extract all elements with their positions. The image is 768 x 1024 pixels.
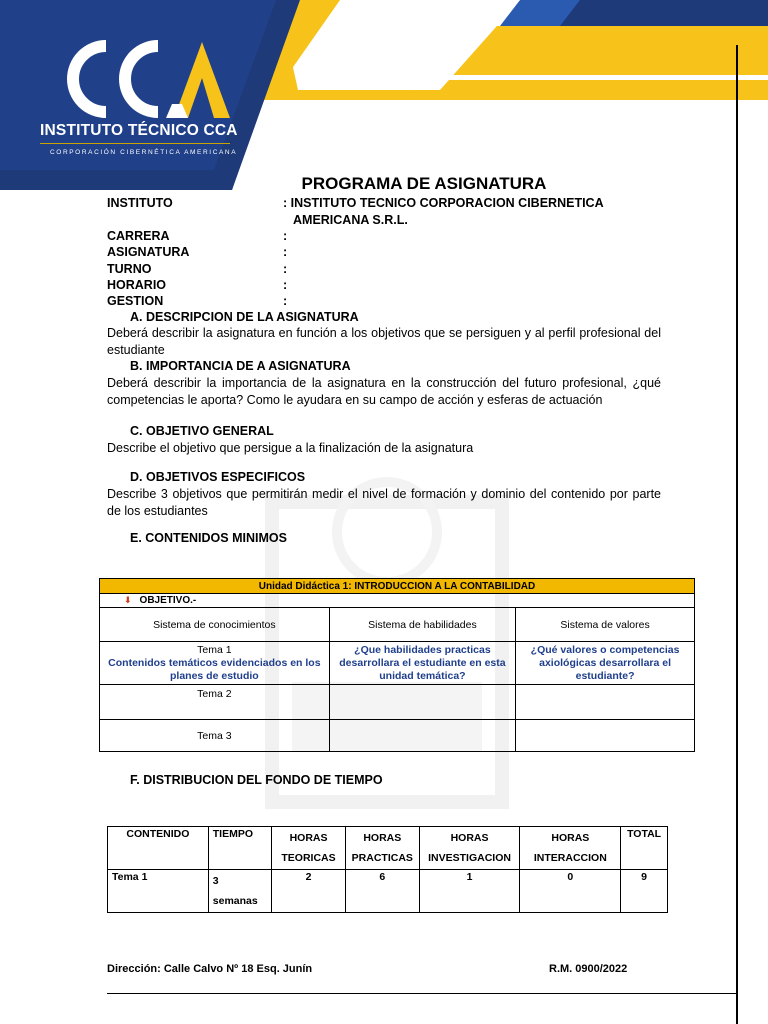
field-label-asignatura: ASIGNATURA	[107, 245, 190, 259]
bullet-arrow-icon: ⬇	[124, 595, 132, 605]
unit-objective-row	[100, 594, 695, 608]
field-value-gestion: :	[283, 294, 288, 308]
th-teoricas: HORAS TEORICAS	[272, 827, 346, 870]
unit-table-header: Unidad Didáctica 1: INTRODUCCION A LA CONTABILIDAD	[100, 579, 695, 594]
institute-name: INSTITUTO TÉCNICO CCA	[40, 122, 238, 139]
tema-3-skills	[329, 720, 515, 752]
section-heading-a: A. DESCRIPCION DE LA ASIGNATURA	[130, 310, 359, 324]
col-head-valores: Sistema de valores	[516, 608, 695, 642]
section-heading-e: E. CONTENIDOS MINIMOS	[130, 531, 287, 545]
th-investigacion: HORAS INVESTIGACION	[419, 827, 520, 870]
field-value-horario: :	[283, 278, 288, 292]
table-row	[100, 642, 695, 685]
td-practicas: 6	[345, 870, 419, 913]
td-total: 9	[621, 870, 668, 913]
institute-divider	[40, 143, 230, 144]
unit-table	[99, 578, 695, 752]
field-value-carrera: :	[283, 229, 288, 243]
field-label-carrera: CARRERA	[107, 229, 170, 243]
field-label-horario: HORARIO	[107, 278, 167, 292]
tema-1-label: Tema 1	[197, 644, 232, 656]
tema-1-detail: Contenidos temáticos evidenciados en los planes de estudio	[108, 657, 321, 682]
cca-logo-icon	[62, 34, 242, 124]
table-row	[108, 870, 668, 913]
footer-rule	[107, 993, 738, 994]
td-interaccion: 0	[520, 870, 621, 913]
page-title: PROGRAMA DE ASIGNATURA	[301, 174, 547, 193]
table-row	[100, 720, 695, 752]
col-head-conocimientos: Sistema de conocimientos	[100, 608, 330, 642]
footer-address: Dirección: Calle Calvo Nº 18 Esq. Junín	[107, 963, 313, 975]
th-practicas: HORAS PRACTICAS	[345, 827, 419, 870]
th-contenido: CONTENIDO	[108, 827, 209, 870]
field-label-instituto: INSTITUTO	[107, 196, 173, 210]
tema-1-skills: ¿Que habilidades practicas desarrollara el estudiante en esta unidad temática?	[329, 642, 515, 685]
section-heading-b: B. IMPORTANCIA DE A ASIGNATURA	[130, 359, 351, 373]
section-text-a: Deberá describir la asignatura en función a los objetivos que se persiguen y al perfil profesional del estudiante	[107, 326, 661, 357]
section-heading-c: C. OBJETIVO GENERAL	[130, 424, 274, 438]
td-contenido: Tema 1	[108, 870, 209, 913]
tema-2-skills	[329, 685, 515, 720]
th-total: TOTAL	[621, 827, 668, 870]
td-investigacion: 1	[419, 870, 520, 913]
institute-subtitle: CORPORACIÓN CIBERNÉTICA AMERICANA	[50, 149, 238, 156]
table-row	[100, 685, 695, 720]
section-text-b: Deberá describir la importancia de la asignatura en la construcción del futuro profesional, ¿qué competencias le aporta? Como le ayudara en su campo de acción y esferas de actuación	[107, 376, 661, 407]
section-heading-d: D. OBJETIVOS ESPECIFICOS	[130, 470, 306, 484]
field-value-instituto-cont: AMERICANA S.R.L.	[293, 213, 408, 227]
footer-rm: R.M. 0900/2022	[549, 963, 628, 975]
th-tiempo: TIEMPO	[208, 827, 271, 870]
tema-2-label: Tema 2	[100, 685, 330, 720]
tema-1-cell	[100, 642, 330, 685]
time-table	[107, 826, 668, 913]
section-heading-f: F. DISTRIBUCION DEL FONDO DE TIEMPO	[130, 773, 383, 787]
field-value-asignatura: :	[283, 245, 288, 259]
col-head-habilidades: Sistema de habilidades	[329, 608, 515, 642]
field-value-instituto: : INSTITUTO TECNICO CORPORACION CIBERNETICA	[283, 196, 604, 210]
td-tiempo: 3 semanas	[208, 870, 271, 913]
td-teoricas: 2	[272, 870, 346, 913]
tema-2-values	[516, 685, 695, 720]
unit-objective-label: OBJETIVO.-	[139, 595, 197, 606]
time-table-header-row	[108, 827, 668, 870]
tema-3-values	[516, 720, 695, 752]
section-text-d: Describe 3 objetivos que permitirán medir el nivel de formación y dominio del contenido por parte de los estudiantes	[107, 487, 661, 518]
th-interaccion: HORAS INTERACCION	[520, 827, 621, 870]
tema-1-values: ¿Qué valores o competencias axiológicas desarrollara el estudiante?	[516, 642, 695, 685]
section-text-c: Describe el objetivo que persigue a la finalización de la asignatura	[107, 441, 474, 455]
field-label-gestion: GESTION	[107, 294, 164, 308]
tema-3-label: Tema 3	[100, 720, 330, 752]
field-value-turno: :	[283, 262, 288, 276]
field-label-turno: TURNO	[107, 262, 152, 276]
